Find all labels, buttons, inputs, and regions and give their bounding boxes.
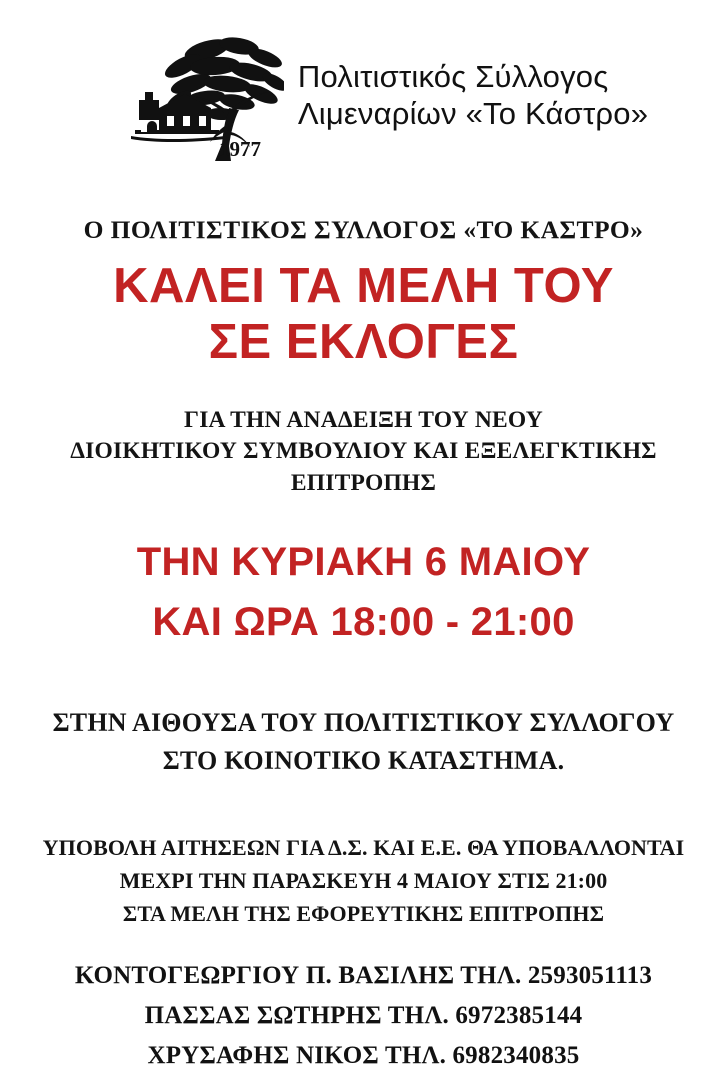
contact-list	[20, 956, 707, 1076]
contact-item: ΠΑΣΣΑΣ ΣΩΤΗΡΗΣ ΤΗΛ. 6972385144	[144, 1002, 583, 1030]
purpose-line-1: ΓΙΑ ΤΗΝ ΑΝΑΔΕΙΞΗ ΤΟΥ ΝΕΟΥ	[184, 406, 543, 433]
venue-text	[20, 704, 707, 779]
submission-info	[20, 831, 707, 930]
org-name-line-2: Λιμεναρίων «Το Κάστρο»	[297, 95, 649, 131]
contact-item: ΚΟΝΤΟΓΕΩΡΓΙΟΥ Π. ΒΑΣΙΛΗΣ ΤΗΛ. 2593051113	[74, 962, 653, 990]
headline-line-1: ΚΑΛΕΙ ΤΑ ΜΕΛΗ ΤΟΥ	[113, 259, 614, 313]
org-name-line-1: Πολιτιστικός Σύλλογος	[297, 58, 609, 94]
venue-line-1: ΣΤΗΝ ΑΙΘΟΥΣΑ ΤΟΥ ΠΟΛΙΤΙΣΤΙΚΟΥ ΣΥΛΛΟΓΟΥ	[52, 707, 675, 737]
submission-line-3: ΣΤΑ ΜΕΛΗ ΤΗΣ ΕΦΟΡΕΥΤΙΚΗΣ ΕΠΙΤΡΟΠΗΣ	[122, 901, 605, 927]
intro-text: Ο ΠΟΛΙΤΙΣΤΙΚΟΣ ΣΥΛΛΟΓΟΣ «ΤΟ ΚΑΣΤΡΟ»	[83, 215, 644, 244]
headline-line-2: ΣΕ ΕΚΛΟΓΕΣ	[208, 314, 519, 369]
date-line-1: ΤΗΝ ΚΥΡΙΑΚΗ 6 ΜΑΙΟΥ	[136, 539, 591, 584]
poster-header	[20, 28, 707, 163]
association-logo	[79, 28, 284, 163]
purpose-text	[20, 405, 707, 500]
contact-item: ΧΡΥΣΑΦΗΣ ΝΙΚΟΣ ΤΗΛ. 6982340835	[147, 1042, 580, 1070]
purpose-line-2: ΔΙΟΙΚΗΤΙΚΟΥ ΣΥΜΒΟΥΛΙΟΥ ΚΑΙ ΕΞΕΛΕΓΚΤΙΚΗΣ ΕΠΙΤΡΟΠΗΣ	[70, 438, 657, 497]
submission-line-1: ΥΠΟΒΟΛΗ ΑΙΤΗΣΕΩΝ ΓΙΑ Δ.Σ. ΚΑΙ Ε.Ε. ΘΑ ΥΠΟΒΑΛΛΟΝΤΑΙ	[42, 835, 685, 861]
submission-line-2: ΜΕΧΡΙ ΤΗΝ ΠΑΡΑΣΚΕΥΗ 4 ΜΑΙΟΥ ΣΤΙΣ 21:00	[119, 868, 608, 894]
logo-year-text: 1977	[218, 137, 261, 161]
headline	[20, 259, 707, 371]
venue-line-2: ΣΤΟ ΚΟΙΝΟΤΙΚΟ ΚΑΤΑΣΤΗΜΑ.	[162, 745, 565, 775]
event-date-time	[20, 532, 707, 652]
date-line-2: ΚΑΙ ΩΡΑ 18:00 - 21:00	[152, 599, 575, 644]
organization-name	[298, 59, 648, 132]
